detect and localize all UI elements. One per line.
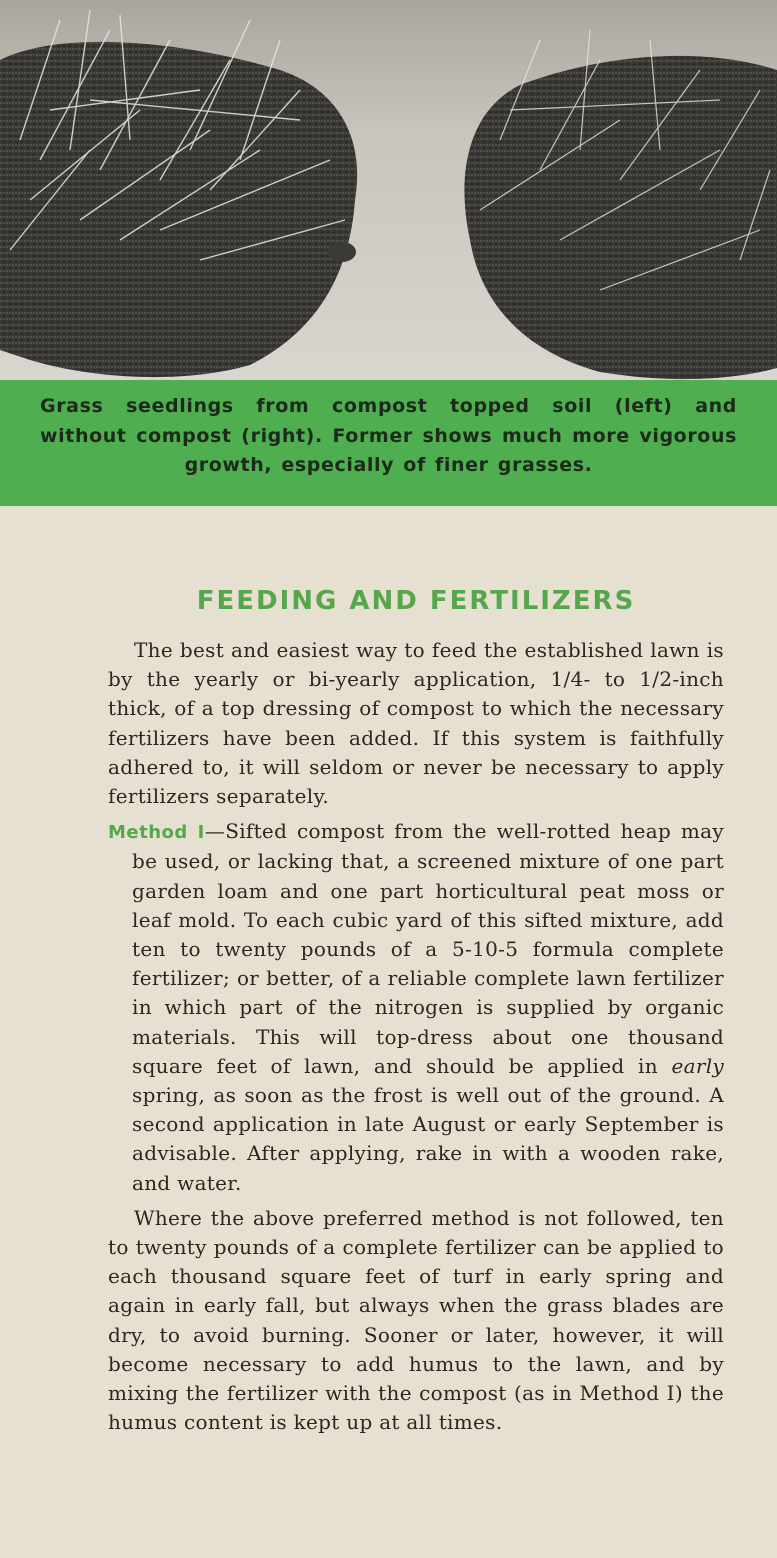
closing-paragraph: Where the above preferred method is not followed, ten to twenty pounds of a complete fertilizer can be applied to each thousand square feet of turf in early spring and again in early fall, but always when the grass blades are dry, to avoid burning. Sooner or later, however, it will become necessary to add humus to the lawn, and by mixing the fertilizer with the compost (as in Method I) the humus content is kept up at all times. — [108, 1205, 724, 1435]
section-title: FEEDING AND FERTILIZERS — [196, 586, 636, 616]
article-body — [108, 586, 724, 1437]
method-one-label: Method I — [108, 822, 205, 844]
method-one-paragraph — [108, 817, 724, 1198]
intro-paragraph: The best and easiest way to feed the established lawn is by the yearly or bi-yearly application, 1/4- to 1/2-inch thick, of a top dressing of compost to which the necessary fertilizers have been added. If this system is faithfully adhered to, it will seldom or never be necessary to apply fertilizers separately. — [108, 638, 724, 809]
method-one-text-a: —Sifted compost from the well-rotted heap may be used, or lacking that, a screened mixture of one part garden loam and one part horticultural peat moss or leaf mold. To each cubic yard of this sifted mixture, add ten to twenty pounds of a 5-10-5 formula complete fertilizer; or better, of a reliable complete lawn fertilizer in which part of the nitrogen is supplied by organic materials. This will top-dress about one thousand square feet of lawn, and should be applied in — [132, 819, 724, 1078]
photo-caption: Grass seedlings from compost topped soil (left) and without compost (right). Former shows much more vigorous growth, especially of finer grasses. — [40, 395, 737, 476]
method-one-emphasis: early — [671, 1053, 724, 1078]
caption-band — [0, 380, 777, 506]
photo-illustration — [0, 0, 777, 380]
grass-seedlings-photo — [0, 0, 777, 380]
method-one-text-b: spring, as soon as the frost is well out of the ground. A second application in late August or early September is advisable. After applying, rake in with a wooden rake, and water. — [132, 1083, 724, 1195]
